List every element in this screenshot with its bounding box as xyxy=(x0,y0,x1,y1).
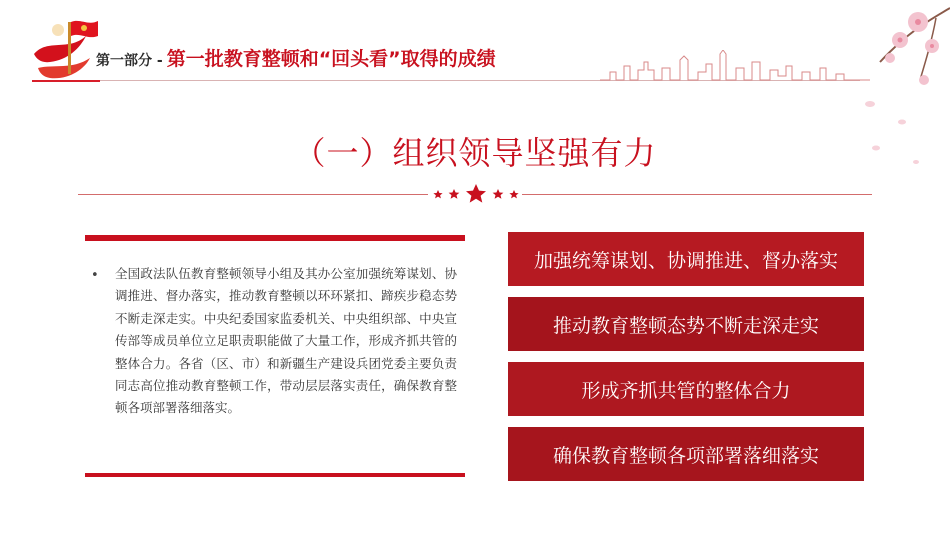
highlight-box-4: 确保教育整顿各项部署落细落实 xyxy=(508,427,864,481)
header-main-title: 第一批教育整顿和“回头看”取得的成绩 xyxy=(166,48,496,70)
star-icon xyxy=(433,190,442,198)
stars-icon xyxy=(430,182,522,206)
panel-bottom-bar xyxy=(85,473,465,477)
star-icon xyxy=(493,189,504,199)
star-icon xyxy=(449,189,460,199)
star-icon xyxy=(466,184,486,203)
header-prefix: 第一部分 - xyxy=(96,53,163,69)
title-rule-right xyxy=(522,194,872,195)
highlight-box-1: 加强统筹谋划、协调推进、督办落实 xyxy=(508,232,864,286)
highlight-box-2: 推动教育整顿态势不断走深走实 xyxy=(508,297,864,351)
panel-top-bar xyxy=(85,235,465,241)
bullet-icon: • xyxy=(91,268,99,283)
highlight-box-3: 形成齐抓共管的整体合力 xyxy=(508,362,864,416)
section-title: （一）组织领导坚强有力 xyxy=(293,134,657,172)
panel-paragraph: 全国政法队伍教育整顿领导小组及其办公室加强统筹谋划、协调推进、督办落实，推动教育整顿以环环紧扣、蹄疾步稳态势不断走深走实。中央纪委国家监委机关、中央组织部、中央宣传部等成员单位立足职责职能做了大量工作，形成齐抓共管的整体合力。各省（区、市）和新疆生产建设兵团党委主要负责同志高位推动教育整顿工作，带动层层落实责任，确保教育整顿各项部署落细落实。 xyxy=(115,266,457,416)
content-panel xyxy=(85,235,465,479)
star-icon xyxy=(509,190,518,198)
title-rule-left xyxy=(78,194,428,195)
header-title xyxy=(96,44,496,70)
city-skyline-icon xyxy=(600,50,870,82)
header-accent-line xyxy=(32,80,100,82)
